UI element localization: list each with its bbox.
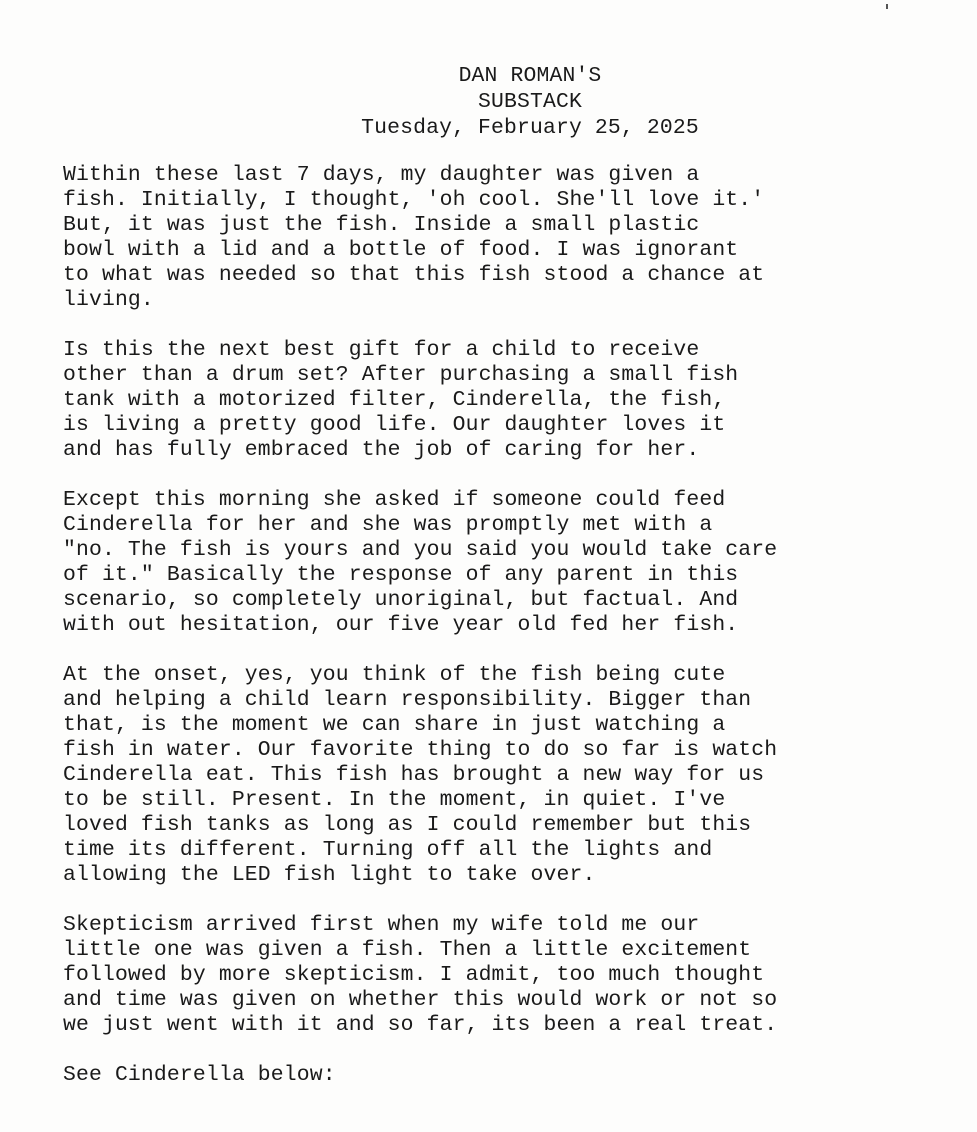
text-line: that, is the moment we can share in just watching a <box>63 713 726 737</box>
text-line: and helping a child learn responsibility. Bigger than <box>63 688 752 712</box>
text-line: is living a pretty good life. Our daughter loves it <box>63 413 726 437</box>
header-publication: SUBSTACK <box>478 90 582 114</box>
scan-mark <box>886 4 888 9</box>
text-line: and has fully embraced the job of caring for her. <box>63 438 700 462</box>
text-line: loved fish tanks as long as I could remember but this <box>63 813 752 837</box>
text-line: fish in water. Our favorite thing to do so far is watch <box>63 738 778 762</box>
text-line: with out hesitation, our five year old fed her fish. <box>63 613 739 637</box>
paragraph-5 <box>63 913 963 1038</box>
text-line: and time was given on whether this would work or not so <box>63 988 778 1012</box>
text-line: bowl with a lid and a bottle of food. I was ignorant <box>63 238 739 262</box>
text-line: Cinderella eat. This fish has brought a new way for us <box>63 763 765 787</box>
text-line: allowing the LED fish light to take over. <box>63 863 596 887</box>
article-body <box>63 163 963 1113</box>
paragraph-2 <box>63 338 963 463</box>
text-line: At the onset, yes, you think of the fish being cute <box>63 663 726 687</box>
text-line: "no. The fish is yours and you said you would take care <box>63 538 778 562</box>
paragraph-3 <box>63 488 963 638</box>
text-line: See Cinderella below: <box>63 1063 336 1087</box>
text-line: we just went with it and so far, its been a real treat. <box>63 1013 778 1037</box>
text-line: Cinderella for her and she was promptly met with a <box>63 513 713 537</box>
text-line: tank with a motorized filter, Cinderella, the fish, <box>63 388 726 412</box>
header-date: Tuesday, February 25, 2025 <box>361 116 699 140</box>
text-line: to be still. Present. In the moment, in quiet. I've <box>63 788 726 812</box>
text-line: Skepticism arrived first when my wife told me our <box>63 913 700 937</box>
text-line: little one was given a fish. Then a little excitement <box>63 938 752 962</box>
text-line: scenario, so completely unoriginal, but factual. And <box>63 588 739 612</box>
text-line: of it." Basically the response of any parent in this <box>63 563 739 587</box>
paragraph-1 <box>63 163 963 313</box>
header-author: DAN ROMAN'S <box>458 64 602 88</box>
paragraph-6 <box>63 1063 963 1088</box>
text-line: Is this the next best gift for a child to receive <box>63 338 700 362</box>
paragraph-4 <box>63 663 963 888</box>
text-line: living. <box>63 288 154 312</box>
text-line: Within these last 7 days, my daughter was given a <box>63 163 700 187</box>
text-line: time its different. Turning off all the lights and <box>63 838 713 862</box>
text-line: other than a drum set? After purchasing a small fish <box>63 363 739 387</box>
page-header <box>0 63 977 141</box>
text-line: Except this morning she asked if someone could feed <box>63 488 726 512</box>
text-line: followed by more skepticism. I admit, too much thought <box>63 963 765 987</box>
text-line: But, it was just the fish. Inside a small plastic <box>63 213 700 237</box>
text-line: to what was needed so that this fish stood a chance at <box>63 263 765 287</box>
text-line: fish. Initially, I thought, 'oh cool. She'll love it.' <box>63 188 765 212</box>
